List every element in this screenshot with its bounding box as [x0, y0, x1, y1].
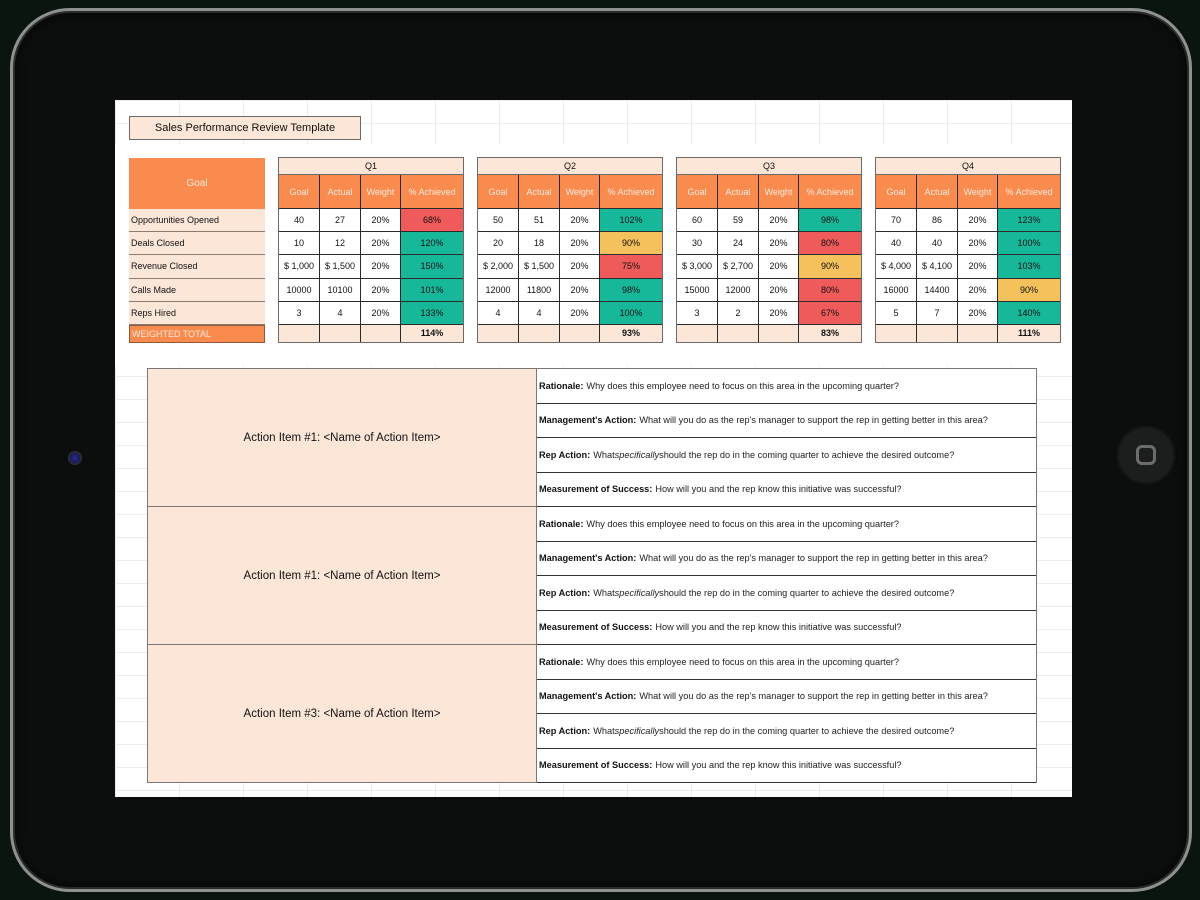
table-row [279, 232, 463, 255]
column-header[interactable]: Goal [478, 175, 519, 209]
achieved-cell[interactable]: 101% [401, 279, 463, 302]
actual-cell[interactable]: $ 2,700 [718, 255, 759, 278]
action-item-block [148, 369, 1036, 507]
weight-cell[interactable]: 20% [560, 279, 600, 302]
actual-cell[interactable]: 10100 [320, 279, 361, 302]
table-row [677, 209, 861, 232]
actual-cell[interactable]: $ 4,100 [917, 255, 958, 278]
column-header-row [279, 175, 463, 209]
prompt-emphasis: specifically [614, 449, 660, 460]
column-header[interactable]: Goal [279, 175, 320, 209]
goal-cell[interactable]: 3 [279, 302, 320, 325]
goal-cell[interactable]: 3 [677, 302, 718, 325]
prompt-emphasis: specifically [614, 587, 660, 598]
actual-cell[interactable]: 24 [718, 232, 759, 255]
weighted-total-row [677, 325, 861, 342]
empty-cell[interactable] [320, 325, 361, 342]
empty-cell[interactable] [560, 325, 600, 342]
action-prompt[interactable] [537, 576, 1036, 611]
action-prompt[interactable] [537, 473, 1036, 508]
goal-cell[interactable]: 40 [876, 232, 917, 255]
prompt-label: Management's Action: [539, 415, 637, 426]
achieved-cell[interactable]: 67% [799, 302, 861, 325]
prompt-label: Management's Action: [539, 553, 637, 564]
column-header[interactable]: Goal [677, 175, 718, 209]
prompt-text: Why does this employee need to focus on this area in the upcoming quarter? [586, 518, 899, 529]
prompt-text: How will you and the rep know this initiative was successful? [655, 760, 902, 771]
achieved-cell[interactable]: 150% [401, 255, 463, 278]
achieved-cell[interactable]: 100% [998, 232, 1060, 255]
empty-cell[interactable] [519, 325, 560, 342]
weighted-total-value[interactable]: 93% [600, 325, 662, 342]
weight-cell[interactable]: 20% [958, 255, 998, 278]
achieved-cell[interactable]: 80% [799, 232, 861, 255]
actual-cell[interactable]: 2 [718, 302, 759, 325]
weight-cell[interactable]: 20% [759, 232, 799, 255]
table-row [876, 209, 1060, 232]
achieved-cell[interactable]: 123% [998, 209, 1060, 232]
action-items-table [147, 368, 1037, 783]
actual-cell[interactable]: 11800 [519, 279, 560, 302]
action-item-name[interactable]: Action Item #1: <Name of Action Item> [148, 369, 537, 507]
prompt-text: Why does this employee need to focus on this area in the upcoming quarter? [586, 656, 899, 667]
goal-row-label[interactable]: Deals Closed [129, 232, 265, 255]
actual-cell[interactable]: 12000 [718, 279, 759, 302]
goal-cell[interactable]: 10 [279, 232, 320, 255]
goal-cell[interactable]: 15000 [677, 279, 718, 302]
actual-cell[interactable]: 12 [320, 232, 361, 255]
weight-cell[interactable]: 20% [361, 232, 401, 255]
action-prompt[interactable] [537, 645, 1036, 680]
goal-cell[interactable]: $ 1,000 [279, 255, 320, 278]
home-square-icon [1136, 445, 1156, 465]
quarter-header[interactable]: Q2 [478, 158, 662, 175]
action-prompt[interactable] [537, 542, 1036, 577]
table-row [478, 209, 662, 232]
goal-cell[interactable]: 5 [876, 302, 917, 325]
column-header[interactable]: Actual [320, 175, 361, 209]
empty-cell[interactable] [279, 325, 320, 342]
actual-cell[interactable]: 51 [519, 209, 560, 232]
goal-cell[interactable]: $ 2,000 [478, 255, 519, 278]
actual-cell[interactable]: 40 [917, 232, 958, 255]
goal-row-label[interactable]: Reps Hired [129, 302, 265, 325]
weighted-total-row [876, 325, 1060, 342]
prompt-label: Management's Action: [539, 691, 637, 702]
column-header[interactable]: % Achieved [600, 175, 662, 209]
column-header[interactable]: Goal [876, 175, 917, 209]
table-row [279, 255, 463, 278]
achieved-cell[interactable]: 90% [799, 255, 861, 278]
prompt-text: What will you do as the rep's manager to support the rep in getting better in this area? [639, 553, 988, 564]
spreadsheet-screen [115, 100, 1072, 797]
table-row [279, 302, 463, 325]
goal-cell[interactable]: 60 [677, 209, 718, 232]
prompt-text-rest: should the rep do in the coming quarter to achieve the desired outcome? [659, 587, 955, 598]
achieved-cell[interactable]: 90% [600, 232, 662, 255]
achieved-cell[interactable]: 100% [600, 302, 662, 325]
action-item-block [148, 507, 1036, 645]
prompt-label: Rep Action: [539, 449, 591, 460]
table-row [478, 302, 662, 325]
column-header[interactable]: Actual [917, 175, 958, 209]
actual-cell[interactable]: 59 [718, 209, 759, 232]
goal-row-label[interactable]: Calls Made [129, 279, 265, 302]
quarter-header[interactable]: Q1 [279, 158, 463, 175]
weight-cell[interactable]: 20% [759, 209, 799, 232]
actual-cell[interactable]: 7 [917, 302, 958, 325]
actual-cell[interactable]: 4 [320, 302, 361, 325]
table-row [677, 302, 861, 325]
home-button[interactable] [1119, 428, 1173, 482]
weight-cell[interactable]: 20% [560, 255, 600, 278]
table-row [876, 232, 1060, 255]
empty-cell[interactable] [759, 325, 799, 342]
goal-cell[interactable]: 50 [478, 209, 519, 232]
prompt-text: How will you and the rep know this initiative was successful? [655, 622, 902, 633]
actual-cell[interactable]: 4 [519, 302, 560, 325]
goal-column [129, 158, 265, 343]
weight-cell[interactable]: 20% [361, 209, 401, 232]
empty-cell[interactable] [958, 325, 998, 342]
actual-cell[interactable]: $ 1,500 [320, 255, 361, 278]
prompt-text-rest: should the rep do in the coming quarter to achieve the desired outcome? [659, 449, 955, 460]
column-header[interactable]: Weight [759, 175, 799, 209]
empty-cell[interactable] [718, 325, 759, 342]
prompt-label: Measurement of Success: [539, 484, 653, 495]
table-row [478, 232, 662, 255]
column-header-row [478, 175, 662, 209]
prompt-label: Rep Action: [539, 587, 591, 598]
weighted-total-row [279, 325, 463, 342]
weight-cell[interactable]: 20% [958, 232, 998, 255]
goal-cell[interactable]: 30 [677, 232, 718, 255]
weight-cell[interactable]: 20% [560, 209, 600, 232]
weight-cell[interactable]: 20% [361, 255, 401, 278]
achieved-cell[interactable]: 90% [998, 279, 1060, 302]
table-row [279, 209, 463, 232]
action-prompt[interactable] [537, 680, 1036, 715]
quarter-table-q1 [278, 157, 464, 343]
goal-cell[interactable]: $ 3,000 [677, 255, 718, 278]
action-prompt[interactable] [537, 714, 1036, 749]
goal-row-label[interactable]: Revenue Closed [129, 255, 265, 278]
table-row [478, 255, 662, 278]
weight-cell[interactable]: 20% [560, 232, 600, 255]
prompt-text: What will you do as the rep's manager to support the rep in getting better in this area? [639, 415, 988, 426]
column-header-row [876, 175, 1060, 209]
goal-cell[interactable]: $ 4,000 [876, 255, 917, 278]
action-item-name[interactable]: Action Item #1: <Name of Action Item> [148, 507, 537, 645]
prompt-text: What [593, 725, 615, 736]
column-header[interactable]: Weight [958, 175, 998, 209]
prompt-text: What will you do as the rep's manager to support the rep in getting better in this area? [639, 691, 988, 702]
column-header[interactable]: Weight [361, 175, 401, 209]
column-header[interactable]: % Achieved [799, 175, 861, 209]
weighted-total-label[interactable]: WEIGHTED TOTAL [129, 325, 265, 343]
actual-cell[interactable]: 14400 [917, 279, 958, 302]
weighted-total-value[interactable]: 114% [401, 325, 463, 342]
weight-cell[interactable]: 20% [361, 302, 401, 325]
prompt-label: Rationale: [539, 380, 584, 391]
column-header[interactable]: Actual [718, 175, 759, 209]
column-header-row [677, 175, 861, 209]
table-row [478, 279, 662, 302]
actual-cell[interactable]: $ 1,500 [519, 255, 560, 278]
goal-cell[interactable]: 10000 [279, 279, 320, 302]
weight-cell[interactable]: 20% [759, 302, 799, 325]
achieved-cell[interactable]: 133% [401, 302, 463, 325]
action-prompt[interactable] [537, 404, 1036, 439]
prompt-text: Why does this employee need to focus on this area in the upcoming quarter? [586, 380, 899, 391]
action-item-name[interactable]: Action Item #3: <Name of Action Item> [148, 645, 537, 783]
quarter-table-q3 [676, 157, 862, 343]
table-row [279, 279, 463, 302]
column-header[interactable]: Weight [560, 175, 600, 209]
weight-cell[interactable]: 20% [361, 279, 401, 302]
weight-cell[interactable]: 20% [759, 279, 799, 302]
action-prompt[interactable] [537, 507, 1036, 542]
prompt-text: What [593, 587, 615, 598]
goal-cell[interactable]: 16000 [876, 279, 917, 302]
achieved-cell[interactable]: 102% [600, 209, 662, 232]
quarter-header[interactable]: Q4 [876, 158, 1060, 175]
actual-cell[interactable]: 18 [519, 232, 560, 255]
column-header[interactable]: % Achieved [998, 175, 1060, 209]
empty-cell[interactable] [478, 325, 519, 342]
table-row [876, 255, 1060, 278]
weight-cell[interactable]: 20% [759, 255, 799, 278]
prompt-label: Measurement of Success: [539, 622, 653, 633]
prompt-text: How will you and the rep know this initiative was successful? [655, 484, 902, 495]
prompt-label: Measurement of Success: [539, 760, 653, 771]
achieved-cell[interactable]: 140% [998, 302, 1060, 325]
goal-row-label[interactable]: Opportunities Opened [129, 209, 265, 232]
prompt-label: Rationale: [539, 656, 584, 667]
action-prompt[interactable] [537, 611, 1036, 646]
quarter-table-q4 [875, 157, 1061, 343]
empty-cell[interactable] [361, 325, 401, 342]
weight-cell[interactable]: 20% [958, 302, 998, 325]
goal-cell[interactable]: 40 [279, 209, 320, 232]
weight-cell[interactable]: 20% [958, 209, 998, 232]
table-row [677, 255, 861, 278]
column-header[interactable]: Actual [519, 175, 560, 209]
column-header[interactable]: % Achieved [401, 175, 463, 209]
goal-cell[interactable]: 70 [876, 209, 917, 232]
achieved-cell[interactable]: 80% [799, 279, 861, 302]
achieved-cell[interactable]: 68% [401, 209, 463, 232]
goal-cell[interactable]: 4 [478, 302, 519, 325]
weight-cell[interactable]: 20% [958, 279, 998, 302]
quarter-table-q2 [477, 157, 663, 343]
weighted-total-value[interactable]: 111% [998, 325, 1060, 342]
action-prompt[interactable] [537, 438, 1036, 473]
prompt-emphasis: specifically [614, 725, 660, 736]
quarter-header[interactable]: Q3 [677, 158, 861, 175]
achieved-cell[interactable]: 98% [799, 209, 861, 232]
achieved-cell[interactable]: 75% [600, 255, 662, 278]
prompt-text-rest: should the rep do in the coming quarter to achieve the desired outcome? [659, 725, 955, 736]
camera-icon [68, 451, 82, 465]
achieved-cell[interactable]: 120% [401, 232, 463, 255]
goal-cell[interactable]: 20 [478, 232, 519, 255]
actual-cell[interactable]: 27 [320, 209, 361, 232]
goal-cell[interactable]: 12000 [478, 279, 519, 302]
table-row [876, 302, 1060, 325]
achieved-cell[interactable]: 103% [998, 255, 1060, 278]
prompt-label: Rationale: [539, 518, 584, 529]
achieved-cell[interactable]: 98% [600, 279, 662, 302]
empty-cell[interactable] [917, 325, 958, 342]
document-title[interactable]: Sales Performance Review Template [129, 116, 361, 140]
table-row [677, 279, 861, 302]
weight-cell[interactable]: 20% [560, 302, 600, 325]
prompt-label: Rep Action: [539, 725, 591, 736]
weighted-total-row [478, 325, 662, 342]
empty-cell[interactable] [876, 325, 917, 342]
prompt-text: What [593, 449, 615, 460]
empty-cell[interactable] [677, 325, 718, 342]
action-prompt[interactable] [537, 369, 1036, 404]
action-item-block [148, 645, 1036, 783]
table-row [876, 279, 1060, 302]
actual-cell[interactable]: 86 [917, 209, 958, 232]
action-prompt[interactable] [537, 749, 1036, 784]
table-row [677, 232, 861, 255]
weighted-total-value[interactable]: 83% [799, 325, 861, 342]
goal-header[interactable]: Goal [129, 158, 265, 209]
